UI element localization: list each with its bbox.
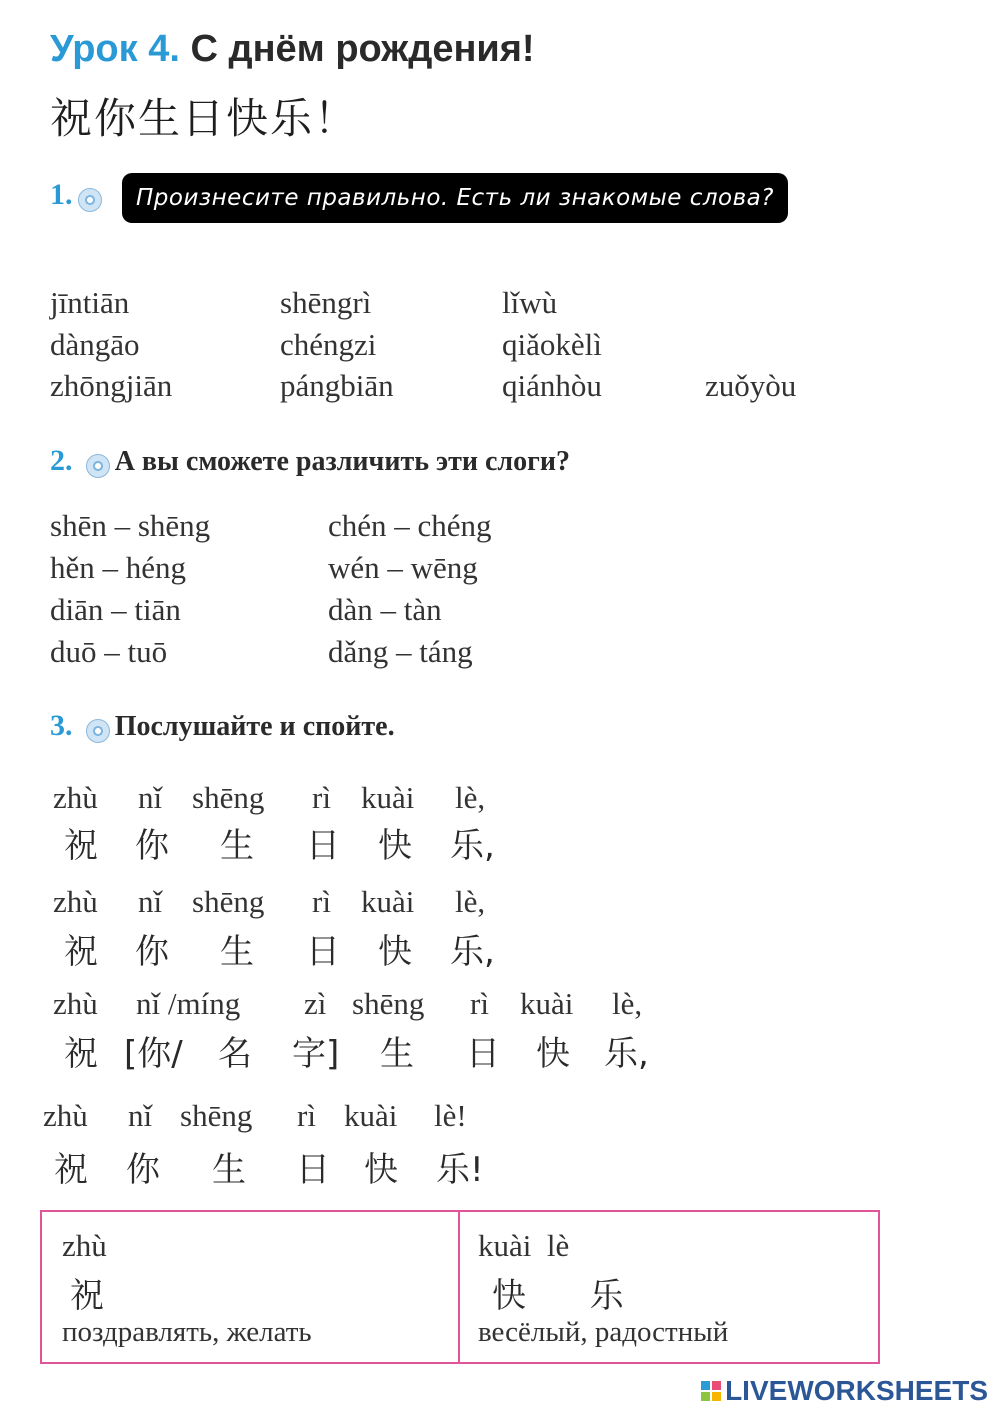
song-pinyin: shēng [192, 780, 265, 815]
audio-cd-icon[interactable] [86, 719, 110, 743]
song-hanzi: 生 [220, 826, 254, 866]
vocab-pinyin: kuài lè [478, 1228, 570, 1263]
song-pinyin: rì [297, 1098, 316, 1133]
vocabulary-divider [458, 1212, 460, 1362]
syllable-pair: chén – chéng [328, 508, 492, 543]
song-hanzi: 祝 [64, 826, 98, 866]
song-pinyin: rì [312, 884, 331, 919]
song-hanzi: 祝 [54, 1150, 88, 1190]
exercise-3-heading: Послушайте и спойте. [114, 711, 395, 742]
vocab-hanzi: 祝 [70, 1276, 104, 1316]
song-hanzi: 字] [292, 1034, 340, 1074]
song-hanzi: [你/ [124, 1034, 183, 1074]
word-cell: qiánhòu [502, 368, 602, 403]
song-pinyin: nǐ /míng [136, 986, 241, 1021]
song-pinyin: zhù [53, 780, 98, 815]
song-hanzi: 祝 [64, 932, 98, 972]
song-hanzi: 快 [364, 1150, 398, 1190]
song-hanzi: 生 [380, 1034, 414, 1074]
vocabulary-box [40, 1210, 880, 1364]
word-cell: zuǒyòu [705, 368, 797, 403]
song-hanzi: 日 [306, 932, 340, 972]
song-pinyin: shēng [180, 1098, 253, 1133]
liveworksheets-logo [701, 1375, 988, 1407]
song-pinyin: shēng [192, 884, 265, 919]
syllable-pair: dǎng – táng [328, 634, 473, 669]
song-pinyin: nǐ [138, 780, 163, 815]
exercise-2-header [50, 444, 570, 478]
word-cell: dàngāo [50, 327, 140, 362]
song-pinyin: nǐ [128, 1098, 153, 1133]
song-pinyin: rì [312, 780, 331, 815]
lesson-title-text: С днём рождения! [190, 28, 535, 70]
word-cell: chéngzi [280, 327, 377, 362]
song-pinyin: lè! [434, 1098, 467, 1133]
song-hanzi: 日 [296, 1150, 330, 1190]
song-hanzi: 祝 [64, 1034, 98, 1074]
exercise-1-number: 1. [50, 178, 73, 211]
vocab-hanzi: 快 乐 [492, 1276, 638, 1316]
song-hanzi: 生 [212, 1150, 246, 1190]
word-cell: jīntiān [50, 285, 130, 320]
song-hanzi: 你 [126, 1150, 160, 1190]
word-cell: pángbiān [280, 368, 394, 403]
song-hanzi: 乐! [436, 1150, 484, 1190]
lesson-title [50, 28, 535, 71]
song-pinyin: lè, [612, 986, 643, 1021]
song-pinyin: shēng [352, 986, 425, 1021]
word-cell: qiǎokèlì [502, 327, 602, 362]
liveworksheets-brand: LIVEWORKSHEETS [725, 1375, 988, 1406]
song-hanzi: 日 [466, 1034, 500, 1074]
syllable-pair: dàn – tàn [328, 592, 442, 627]
song-pinyin: rì [470, 986, 489, 1021]
song-hanzi: 快 [378, 826, 412, 866]
song-pinyin: kuài [344, 1098, 398, 1133]
audio-cd-icon[interactable] [86, 454, 110, 478]
syllable-pair: shēn – shēng [50, 508, 211, 543]
liveworksheets-logo-icon [701, 1381, 721, 1401]
song-hanzi: 你 [135, 932, 169, 972]
song-hanzi: 你 [135, 826, 169, 866]
song-pinyin: kuài [520, 986, 574, 1021]
lesson-number: Урок 4. [50, 28, 180, 70]
song-hanzi: 乐, [604, 1034, 649, 1074]
exercise-2-heading: А вы сможете различить эти слоги? [114, 446, 570, 477]
song-hanzi: 快 [536, 1034, 570, 1074]
vocab-pinyin: zhù [62, 1228, 107, 1263]
exercise-3-header [50, 709, 395, 743]
syllable-pair: duō – tuō [50, 634, 168, 669]
exercise-2-number: 2. [50, 444, 73, 477]
song-pinyin: nǐ [138, 884, 163, 919]
exercise-1-instruction: Произнесите правильно. Есть ли знакомые слова? [122, 173, 788, 223]
song-pinyin: zì [304, 986, 327, 1021]
audio-cd-icon[interactable] [78, 188, 102, 212]
song-pinyin: kuài [361, 780, 415, 815]
syllable-pair: hěn – héng [50, 550, 187, 585]
song-hanzi: 快 [378, 932, 412, 972]
song-hanzi: 乐, [450, 932, 495, 972]
song-hanzi: 日 [306, 826, 340, 866]
song-pinyin: zhù [43, 1098, 88, 1133]
song-pinyin: zhù [53, 884, 98, 919]
song-pinyin: kuài [361, 884, 415, 919]
syllable-pair: diān – tiān [50, 592, 181, 627]
vocab-meaning: поздравлять, желать [62, 1316, 312, 1348]
song-hanzi: 乐, [450, 826, 495, 866]
word-cell: zhōngjiān [50, 368, 173, 403]
word-cell: shēngrì [280, 285, 372, 320]
vocab-meaning: весёлый, радостный [478, 1316, 729, 1348]
word-cell: lǐwù [502, 285, 558, 320]
song-hanzi: 名 [218, 1034, 252, 1074]
song-pinyin: lè, [455, 780, 486, 815]
song-hanzi: 生 [220, 932, 254, 972]
song-pinyin: zhù [53, 986, 98, 1021]
syllable-pair: wén – wēng [328, 550, 478, 585]
song-pinyin: lè, [455, 884, 486, 919]
exercise-3-number: 3. [50, 709, 73, 742]
lesson-title-chinese: 祝你生日快乐！ [50, 94, 359, 143]
exercise-1-marker [50, 178, 102, 212]
